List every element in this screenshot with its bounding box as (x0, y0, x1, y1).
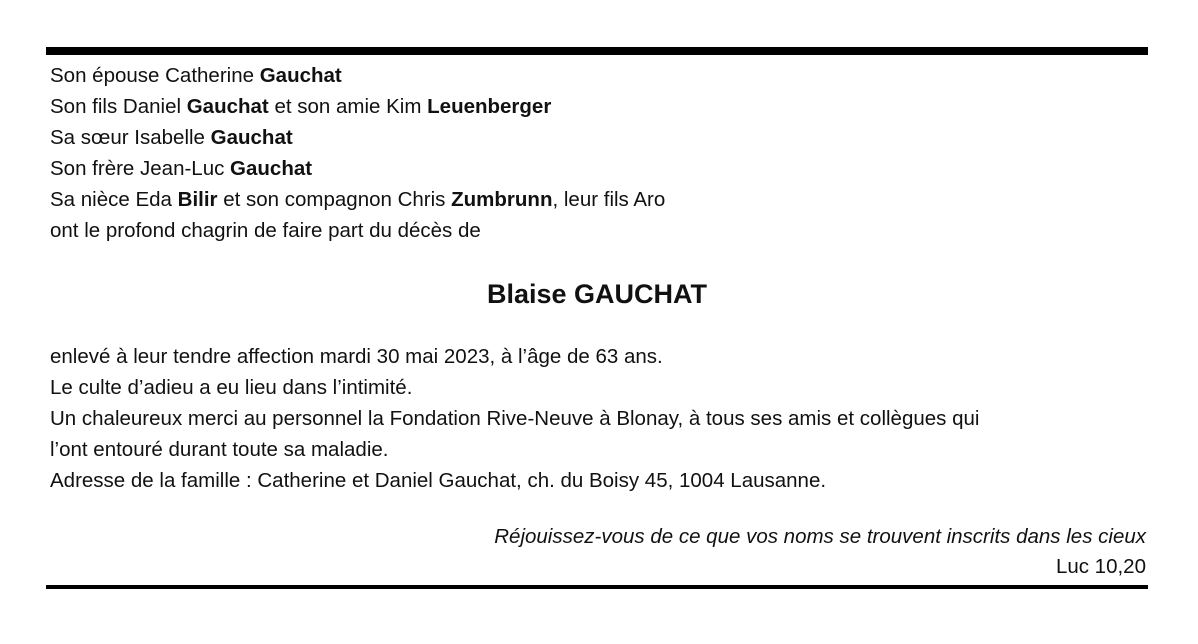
family-line-text: et son amie Kim (268, 95, 428, 118)
announcement-line (50, 215, 1146, 246)
family-line-text: et son compagnon Chris (217, 188, 452, 211)
top-rule (46, 47, 1148, 55)
family-line (50, 60, 1146, 91)
family-surname: Zumbrunn (451, 188, 553, 211)
family-announcement (50, 60, 1146, 246)
body-line: enlevé à leur tendre affection mardi 30 mai 2023, à l’âge de 63 ans. (50, 345, 663, 368)
bible-quote (46, 522, 1146, 582)
body-line: Le culte d’adieu a eu lieu dans l’intimité. (50, 376, 413, 399)
quote-verse: Réjouissez-vous de ce que vos noms se trouvent inscrits dans les cieux (494, 525, 1146, 548)
family-surname: Gauchat (259, 64, 342, 87)
family-line-text: Sa nièce Eda (50, 188, 178, 211)
family-surname: Bilir (177, 188, 218, 211)
family-line-text: Son épouse Catherine (50, 64, 260, 87)
family-line (50, 184, 1146, 215)
family-line-text: ont le profond chagrin de faire part du décès de (50, 219, 481, 242)
family-line (50, 122, 1146, 153)
body-line: Un chaleureux merci au personnel la Fondation Rive-Neuve à Blonay, à tous ses amis et collègues qui (50, 407, 980, 430)
body-line: l’ont entouré durant toute sa maladie. (50, 438, 389, 461)
family-line-text: Son fils Daniel (50, 95, 187, 118)
family-surname: Gauchat (186, 95, 269, 118)
deceased-name: Blaise GAUCHAT (486, 279, 708, 309)
family-surname: Leuenberger (427, 95, 552, 118)
quote-reference: Luc 10,20 (1055, 555, 1146, 578)
family-surname: Gauchat (210, 126, 293, 149)
family-line-text: Son frère Jean-Luc (50, 157, 231, 180)
bottom-rule (46, 585, 1148, 589)
family-line-text: Sa sœur Isabelle (50, 126, 211, 149)
family-surname: Gauchat (230, 157, 313, 180)
family-line (50, 91, 1146, 122)
obituary-body (50, 341, 1146, 496)
family-line (50, 153, 1146, 184)
family-line-text: , leur fils Aro (552, 188, 666, 211)
body-line: Adresse de la famille : Catherine et Daniel Gauchat, ch. du Boisy 45, 1004 Lausanne. (50, 469, 827, 492)
